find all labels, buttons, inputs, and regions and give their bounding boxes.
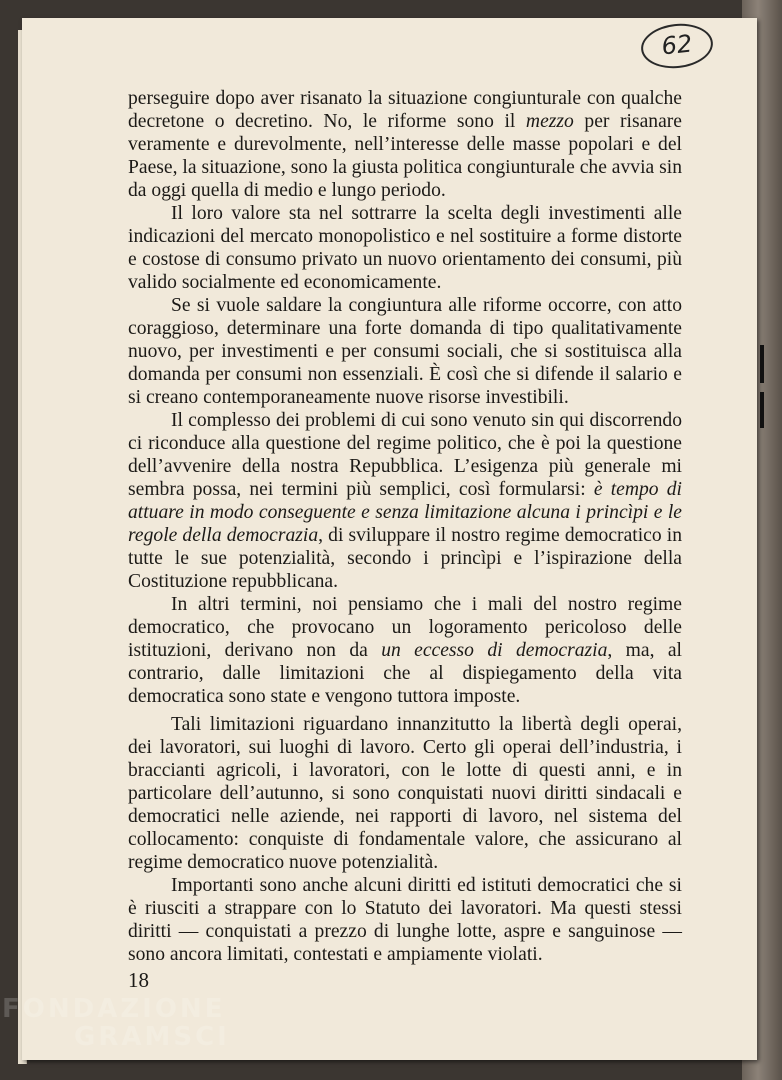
paragraph [128, 294, 682, 409]
text-run: perseguire dopo aver risanato la situazione congiunturale con qualche decretone o decretino. No, le riforme sono il [128, 88, 682, 132]
text-run: , di sviluppare il nostro regime democratico in tutte le sue potenzialità, secondo i princìpi e l’ispirazione della Costituzione repubblicana. [128, 525, 683, 592]
italic-text: mezzo [525, 111, 574, 132]
italic-text: un eccesso di democrazia [381, 640, 608, 661]
page-number: 18 [128, 968, 149, 992]
text-run: Il loro valore sta nel sottrarre la scelta degli investimenti alle indicazioni del mercato monopolistico e nel sostituire a forme distorte e costose di consumo privato un nuovo orientamento dei consumi, più valido socialmente ed economicamente. [128, 203, 682, 293]
margin-mark-1 [760, 345, 764, 383]
paragraph [128, 87, 682, 202]
body-text [128, 87, 682, 966]
italic-text: è tempo di attuare in modo conseguente e senza limitazione alcuna i princìpi e le regole della democrazia [128, 479, 682, 546]
watermark-line-2: GRAMSCI [74, 1022, 230, 1052]
paragraph [128, 202, 682, 294]
text-run: Importanti sono anche alcuni diritti ed istituti democratici che si è riusciti a strappare con lo Statuto dei lavoratori. Ma questi stessi diritti — conquistati a prezzo di lunghe lotte, aspre e sanguinose — sono ancora limitati, contestati e ampiamente violati. [128, 875, 682, 965]
text-run: In altri termini, noi pensiamo che i mali del nostro regime democratico, che provocano un logoramento pericoloso delle istituzioni, derivano non da [128, 594, 682, 661]
text-run: , ma, al contrario, dalle limitazioni che al dispiegamento della vita democratica sono state e vengono tuttora imposte. [128, 640, 682, 707]
paragraph [128, 713, 682, 874]
text-run: Se si vuole saldare la congiuntura alle riforme occorre, con atto coraggioso, determinare una forte domanda di tipo qualitativamente nuovo, per investimenti e per consumi sociali, che si sostituisca alla domanda per consumi non essenziali. È così che si difende il salario e si creano contemporaneamente nuove risorse investibili. [128, 295, 682, 408]
text-run: Tali limitazioni riguardano innanzitutto la libertà degli operai, dei lavoratori, sui luoghi di lavoro. Certo gli operai dell’industria, i braccianti agricoli, i lavoratori, con le lotte di questi anni, e in particolare dell’autunno, si sono conquistati nuovi diritti sindacali e democratici nelle aziende, nei rapporti di lavoro, nel sistema del collocamento: conquiste di fondamentale valore, che assicurano al regime democratico nuove potenzialità. [128, 714, 682, 873]
text-run: per risanare veramente e durevolmente, nell’interesse delle masse popolari e del Paese, la situazione, sono la giusta politica congiunturale che avvia sin da oggi quella di medio e lungo periodo. [128, 111, 682, 201]
margin-mark-2 [760, 392, 764, 428]
paragraph [128, 874, 682, 966]
paragraph [128, 593, 682, 708]
watermark [2, 994, 230, 1052]
handwritten-folio-number: 62 [639, 20, 715, 71]
paragraph [128, 409, 682, 593]
text-run: Il complesso dei problemi di cui sono venuto sin qui discorrendo ci riconduce alla questione del regime politico, che è poi la questione dell’avvenire della nostra Repubblica. L’esigenza più generale mi sembra possa, nei termini più semplici, così formularsi: [128, 410, 682, 500]
watermark-line-1: FONDAZIONE [2, 994, 226, 1024]
